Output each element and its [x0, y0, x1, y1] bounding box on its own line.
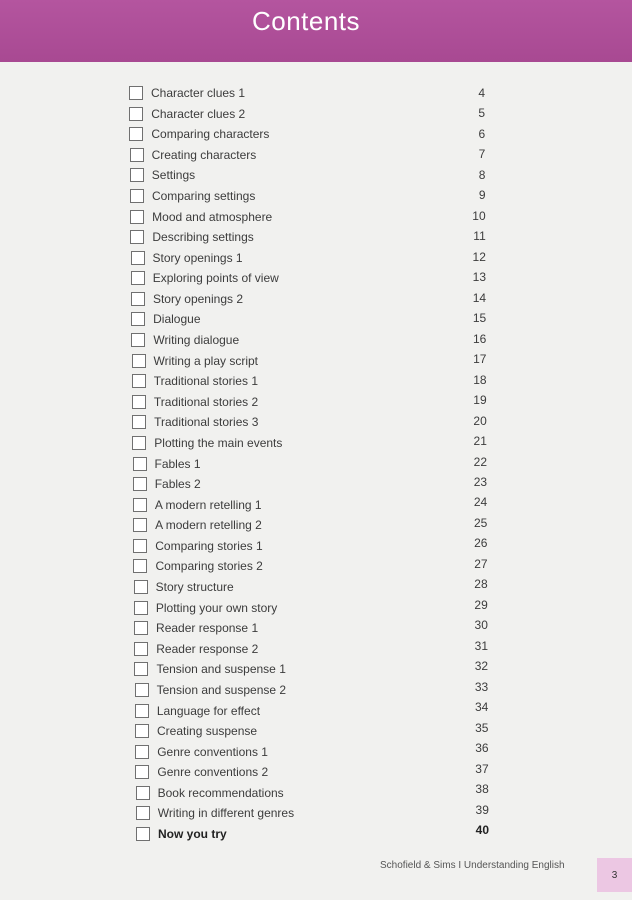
contents-item-page: 23 — [473, 474, 488, 489]
contents-item-page: 28 — [474, 577, 488, 592]
contents-row — [129, 83, 245, 103]
contents-row — [133, 474, 201, 494]
contents-row — [135, 721, 257, 741]
contents-item-page: 6 — [478, 126, 486, 141]
contents-item-label: Now you try — [158, 827, 227, 841]
contents-checkbox[interactable] — [133, 457, 147, 471]
contents-row — [132, 412, 258, 432]
contents-checkbox[interactable] — [129, 127, 143, 141]
contents-item-page: 37 — [475, 761, 489, 776]
contents-row — [132, 351, 258, 371]
contents-checkbox[interactable] — [134, 621, 148, 635]
contents-item-page: 34 — [474, 700, 489, 715]
contents-item-page: 13 — [472, 270, 486, 285]
contents-item-label: Mood and atmosphere — [152, 209, 273, 224]
contents-item-label: Exploring points of view — [152, 271, 279, 286]
contents-row — [130, 227, 253, 247]
contents-row — [132, 433, 282, 453]
contents-item-label: Story openings 2 — [152, 291, 243, 306]
contents-row — [134, 659, 285, 679]
contents-item-page: 25 — [473, 515, 488, 530]
contents-item-label: Character clues 1 — [151, 86, 246, 100]
contents-item-label: Reader response 1 — [156, 621, 259, 636]
contents-row — [130, 186, 255, 206]
contents-item-page: 20 — [473, 413, 487, 428]
contents-item-page: 24 — [473, 495, 488, 510]
contents-item-page: 4 — [478, 86, 485, 100]
contents-checkbox[interactable] — [134, 601, 148, 615]
contents-item-page: 33 — [474, 679, 489, 694]
contents-item-page: 40 — [475, 823, 489, 837]
contents-checkbox[interactable] — [135, 765, 149, 779]
contents-row — [130, 165, 195, 185]
contents-checkbox[interactable] — [133, 559, 147, 573]
contents-item-label: Comparing stories 2 — [155, 559, 263, 574]
contents-checkbox[interactable] — [132, 395, 146, 409]
contents-item-label: Language for effect — [156, 703, 261, 718]
contents-checkbox[interactable] — [135, 704, 149, 718]
page-number: 3 — [611, 869, 618, 881]
contents-item-page: 19 — [473, 393, 487, 408]
contents-checkbox[interactable] — [134, 662, 148, 676]
contents-checkbox[interactable] — [131, 312, 145, 326]
contents-row — [131, 289, 243, 309]
contents-item-page: 29 — [474, 597, 488, 612]
contents-item-label: Book recommendations — [157, 785, 284, 800]
contents-item-label: Story openings 1 — [152, 250, 243, 265]
contents-row — [129, 104, 245, 124]
contents-row — [135, 742, 268, 762]
contents-item-label: Traditional stories 1 — [153, 374, 258, 389]
contents-checkbox[interactable] — [130, 210, 144, 224]
contents-checkbox[interactable] — [133, 477, 147, 491]
contents-checkbox[interactable] — [131, 292, 145, 306]
contents-checkbox[interactable] — [135, 745, 149, 759]
contents-item-label: A modern retelling 2 — [155, 518, 262, 533]
contents-item-label: Writing a play script — [153, 353, 258, 368]
contents-item-label: Creating suspense — [157, 724, 258, 739]
contents-item-label: Creating characters — [151, 147, 257, 162]
contents-row — [131, 330, 239, 350]
contents-row — [133, 495, 262, 515]
footer-credit: Schofield & Sims I Understanding English — [380, 860, 565, 871]
contents-checkbox[interactable] — [133, 498, 147, 512]
contents-item-page: 10 — [472, 208, 486, 223]
contents-row — [133, 454, 201, 474]
contents-item-label: Comparing stories 1 — [155, 538, 263, 553]
contents-checkbox[interactable] — [133, 539, 147, 553]
contents-item-page: 14 — [472, 290, 487, 305]
contents-item-label: Writing in different genres — [157, 806, 295, 821]
contents-checkbox[interactable] — [135, 724, 149, 738]
contents-checkbox[interactable] — [131, 251, 145, 265]
contents-item-label: Plotting the main events — [154, 435, 283, 450]
contents-item-page: 21 — [473, 434, 487, 449]
contents-item-page: 12 — [472, 249, 486, 264]
contents-row — [131, 248, 243, 268]
contents-row — [135, 762, 268, 782]
contents-item-page: 15 — [472, 311, 487, 326]
contents-checkbox[interactable] — [136, 786, 150, 800]
contents-item-label: Describing settings — [152, 230, 254, 245]
contents-row — [134, 598, 277, 618]
contents-row — [136, 824, 227, 844]
contents-item-page: 31 — [474, 638, 488, 653]
contents-checkbox[interactable] — [131, 271, 145, 285]
contents-item-page: 18 — [473, 372, 487, 387]
contents-row — [133, 556, 262, 576]
contents-checkbox[interactable] — [136, 806, 150, 820]
contents-item-label: Traditional stories 3 — [154, 415, 259, 430]
contents-item-page: 11 — [473, 229, 486, 244]
contents-row — [130, 145, 257, 165]
contents-row — [130, 207, 272, 227]
contents-item-label: Reader response 2 — [156, 641, 259, 656]
contents-checkbox[interactable] — [134, 580, 148, 594]
contents-row — [132, 392, 258, 412]
contents-item-label: Tension and suspense 2 — [156, 682, 287, 697]
contents-item-label: Story structure — [155, 580, 234, 594]
contents-item-label: Settings — [151, 168, 196, 183]
contents-item-page: 9 — [478, 188, 486, 203]
contents-checkbox[interactable] — [132, 436, 146, 450]
contents-row — [129, 124, 269, 144]
contents-item-page: 22 — [473, 454, 487, 469]
contents-checkbox[interactable] — [132, 374, 146, 388]
contents-checkbox[interactable] — [133, 518, 147, 532]
contents-item-page: 39 — [475, 802, 489, 817]
contents-item-label: Comparing characters — [151, 127, 270, 142]
contents-checkbox[interactable] — [129, 86, 143, 100]
contents-row — [134, 618, 258, 638]
contents-checkbox[interactable] — [136, 827, 150, 841]
contents-row — [135, 680, 286, 700]
contents-row — [133, 515, 262, 535]
contents-item-label: A modern retelling 1 — [154, 497, 262, 512]
contents-checkbox[interactable] — [130, 148, 144, 162]
contents-item-page: 30 — [474, 618, 488, 633]
contents-item-label: Dialogue — [153, 312, 201, 327]
contents-item-page: 7 — [478, 147, 486, 162]
contents-item-page: 16 — [472, 331, 487, 346]
contents-row — [132, 371, 258, 391]
contents-row — [136, 803, 294, 823]
contents-row — [136, 783, 284, 803]
contents-item-label: Writing dialogue — [153, 333, 240, 347]
contents-item-page: 17 — [473, 352, 487, 367]
page-number-tab — [597, 858, 632, 892]
contents-item-label: Tension and suspense 1 — [156, 662, 286, 677]
page-title: Contents — [251, 6, 361, 36]
contents-checkbox[interactable] — [130, 189, 144, 203]
contents-checkbox[interactable] — [130, 230, 144, 244]
contents-item-page: 36 — [475, 741, 489, 756]
contents-item-page: 38 — [475, 782, 489, 797]
contents-row — [135, 701, 260, 721]
contents-item-label: Character clues 2 — [151, 106, 246, 121]
contents-checkbox[interactable] — [132, 354, 146, 368]
contents-item-label: Comparing settings — [151, 188, 256, 203]
contents-item-label: Traditional stories 2 — [153, 394, 259, 409]
contents-row — [134, 639, 258, 659]
contents-row — [134, 577, 234, 597]
contents-checkbox[interactable] — [131, 333, 145, 347]
contents-row — [131, 309, 200, 329]
contents-row — [133, 536, 262, 556]
contents-checkbox[interactable] — [134, 642, 148, 656]
contents-item-page: 32 — [474, 659, 489, 674]
contents-item-page: 35 — [475, 720, 489, 735]
contents-checkbox[interactable] — [129, 107, 143, 121]
contents-item-page: 5 — [478, 106, 486, 121]
contents-item-label: Fables 2 — [154, 477, 201, 492]
contents-item-label: Genre conventions 1 — [157, 744, 268, 759]
contents-checkbox[interactable] — [132, 415, 146, 429]
contents-checkbox[interactable] — [130, 168, 144, 182]
contents-item-page: 26 — [474, 536, 488, 551]
contents-checkbox[interactable] — [135, 683, 149, 697]
contents-item-page: 8 — [478, 167, 486, 182]
contents-item-label: Genre conventions 2 — [157, 765, 269, 780]
contents-item-label: Plotting your own story — [155, 600, 278, 615]
contents-row — [131, 268, 279, 288]
contents-item-label: Fables 1 — [154, 456, 201, 471]
contents-item-page: 27 — [474, 556, 488, 571]
